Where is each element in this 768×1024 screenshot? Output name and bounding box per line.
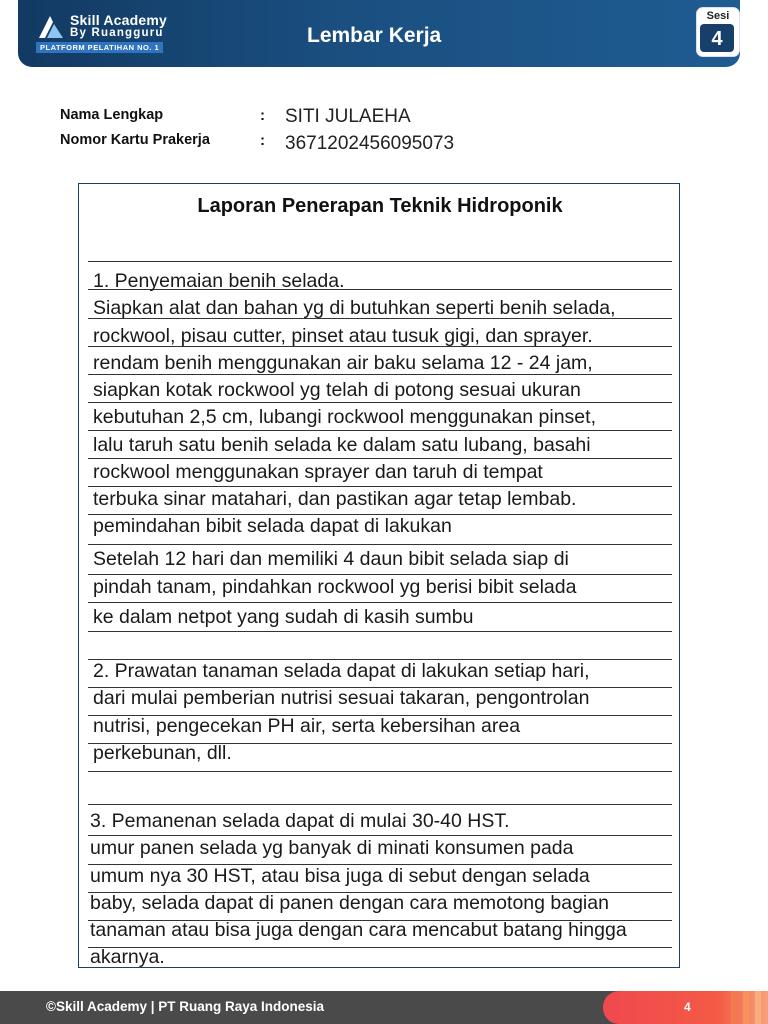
section-1-line: Siapkan alat dan bahan yg di butuhkan seperti benih selada, [93,297,616,319]
worksheet-title: Laporan Penerapan Teknik Hidroponik [197,195,563,217]
ruled-line [88,486,672,487]
section-3-line: umur panen selada yg banyak di minati konsumen pada [90,837,574,859]
section-2-heading: 2. Prawatan tanaman selada dapat di lakukan setiap hari, [93,660,590,682]
footer-stripe [743,991,749,1024]
card-value: 3671202456095073 [285,133,455,154]
worksheet-box [78,183,680,968]
ruled-line [88,261,672,262]
page-title: Lembar Kerja [307,24,442,47]
ruled-line [88,544,672,545]
section-1-line: rendam benih menggunakan air baku selama 12 - 24 jam, [93,352,593,374]
ruled-line [88,402,672,403]
section-2-line: perkebunan, dll. [93,742,232,764]
section-2-line: dari mulai pemberian nutrisi sesuai takaran, pengontrolan [93,687,590,709]
name-value: SITI JULAEHA [285,106,411,127]
footer-copyright: ©Skill Academy | PT Ruang Raya Indonesia [46,999,325,1014]
section-3-heading: 3. Pemanenan selada dapat di mulai 30-40 HST. [90,810,510,832]
ruled-line [88,771,672,772]
ruled-line [88,804,672,805]
ruled-line [88,574,672,575]
skill-academy-logo-icon [36,14,66,40]
section-1-line: siapkan kotak rockwool yg telah di potong sesuai ukuran [93,379,581,401]
section-3-line: akarnya. [90,946,165,968]
footer-stripe [755,991,761,1024]
section-1-line: pindah tanam, pindahkan rockwool yg berisi bibit selada [93,576,577,598]
session-number-box [700,24,734,52]
section-1-heading: 1. Penyemaian benih selada. [93,270,345,292]
ruled-line [88,602,672,603]
section-3-line: baby, selada dapat di panen dengan cara memotong bagian [90,892,609,914]
page-number: 4 [684,1000,691,1014]
session-number: 4 [711,28,723,50]
card-separator: : [260,132,265,149]
ruled-line [88,458,672,459]
name-label: Nama Lengkap [60,107,164,123]
brand-subname: By Ruangguru [70,27,164,39]
section-3-line: umum nya 30 HST, atau bisa juga di sebut dengan selada [90,865,590,887]
session-label: Sesi [706,10,730,22]
section-1-line: rockwool, pisau cutter, pinset atau tusuk gigi, dan sprayer. [93,325,593,347]
card-label: Nomor Kartu Prakerja [60,132,210,148]
brand-name: Skill Academy [70,12,168,28]
session-badge [696,7,740,57]
section-1-line: lalu taruh satu benih selada ke dalam satu lubang, basahi [93,434,591,456]
ruled-line [88,947,672,948]
section-3-line: tanaman atau bisa juga dengan cara mencabut batang hingga [90,919,627,941]
ruled-line [88,430,672,431]
footer-stripe [731,991,737,1024]
section-1-line: terbuka sinar matahari, dan pastikan agar tetap lembab. [93,488,577,510]
section-1-line: rockwool menggunakan sprayer dan taruh di tempat [93,461,543,483]
ruled-line [88,631,672,632]
section-2-line: nutrisi, pengecekan PH air, serta kebersihan area [93,715,521,737]
footer-bar [0,991,768,1024]
brand-tagline: PLATFORM PELATIHAN NO. 1 [36,42,163,53]
name-separator: : [260,107,265,124]
header-banner [18,0,740,67]
ruled-line [88,835,672,836]
section-1-line: Setelah 12 hari dan memiliki 4 daun bibit selada siap di [93,548,569,570]
section-1-line: kebutuhan 2,5 cm, lubangi rockwool menggunakan pinset, [93,406,596,428]
section-1-line: ke dalam netpot yang sudah di kasih sumbu [93,606,474,628]
skill-academy-logo [36,12,206,56]
section-1-line: pemindahan bibit selada dapat di lakukan [93,515,452,537]
